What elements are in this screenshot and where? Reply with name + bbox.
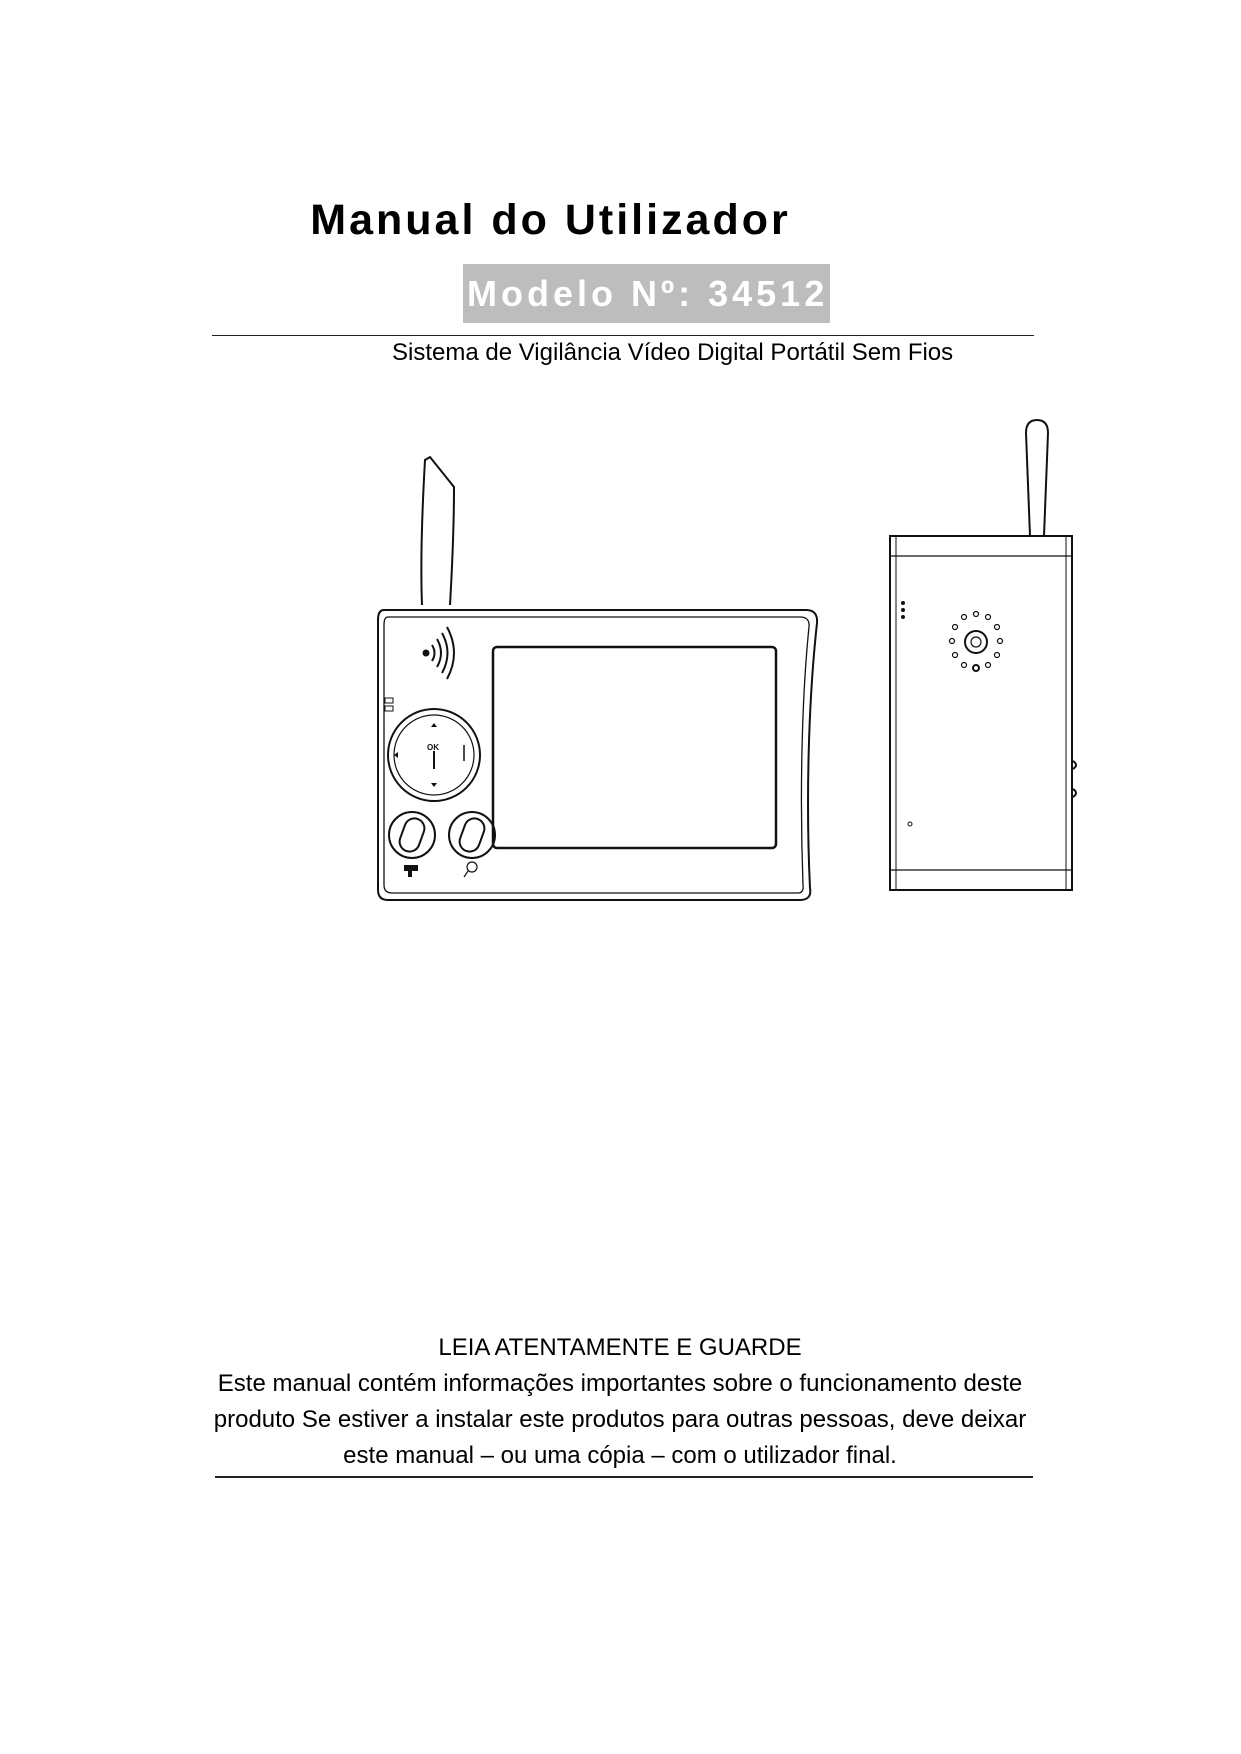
top-divider: [212, 335, 1034, 336]
monitor-body: [378, 610, 817, 900]
product-illustration: [370, 405, 1090, 925]
model-number: Modelo Nº: 34512: [467, 273, 829, 314]
model-badge: [463, 264, 830, 323]
notice-line: Este manual contém informações importantes sobre o funcionamento deste: [217, 1370, 1023, 1397]
notice: [210, 1330, 1030, 1474]
notice-heading: LEIA ATENTAMENTE E GUARDE: [438, 1334, 802, 1361]
wireless-icon: [424, 627, 455, 679]
camera-lens: [950, 612, 1003, 672]
monitor-antenna: [421, 457, 454, 605]
product-subtitle: Sistema de Vigilância Vídeo Digital Portátil Sem Fios: [392, 339, 954, 366]
ok-button-label: OK: [427, 743, 439, 752]
page-title: Manual do Utilizador: [310, 196, 791, 244]
notice-line: produto Se estiver a instalar este produtos para outras pessoas, deve deixar: [213, 1406, 1027, 1433]
camera-body: [890, 536, 1072, 890]
bottom-divider: [215, 1476, 1033, 1478]
monitor-screen: [493, 647, 776, 848]
notice-line: este manual – ou uma cópia – com o utilizador final.: [343, 1442, 897, 1469]
right-button: [449, 812, 495, 858]
left-button: [389, 812, 435, 858]
camera-antenna: [1026, 420, 1048, 536]
